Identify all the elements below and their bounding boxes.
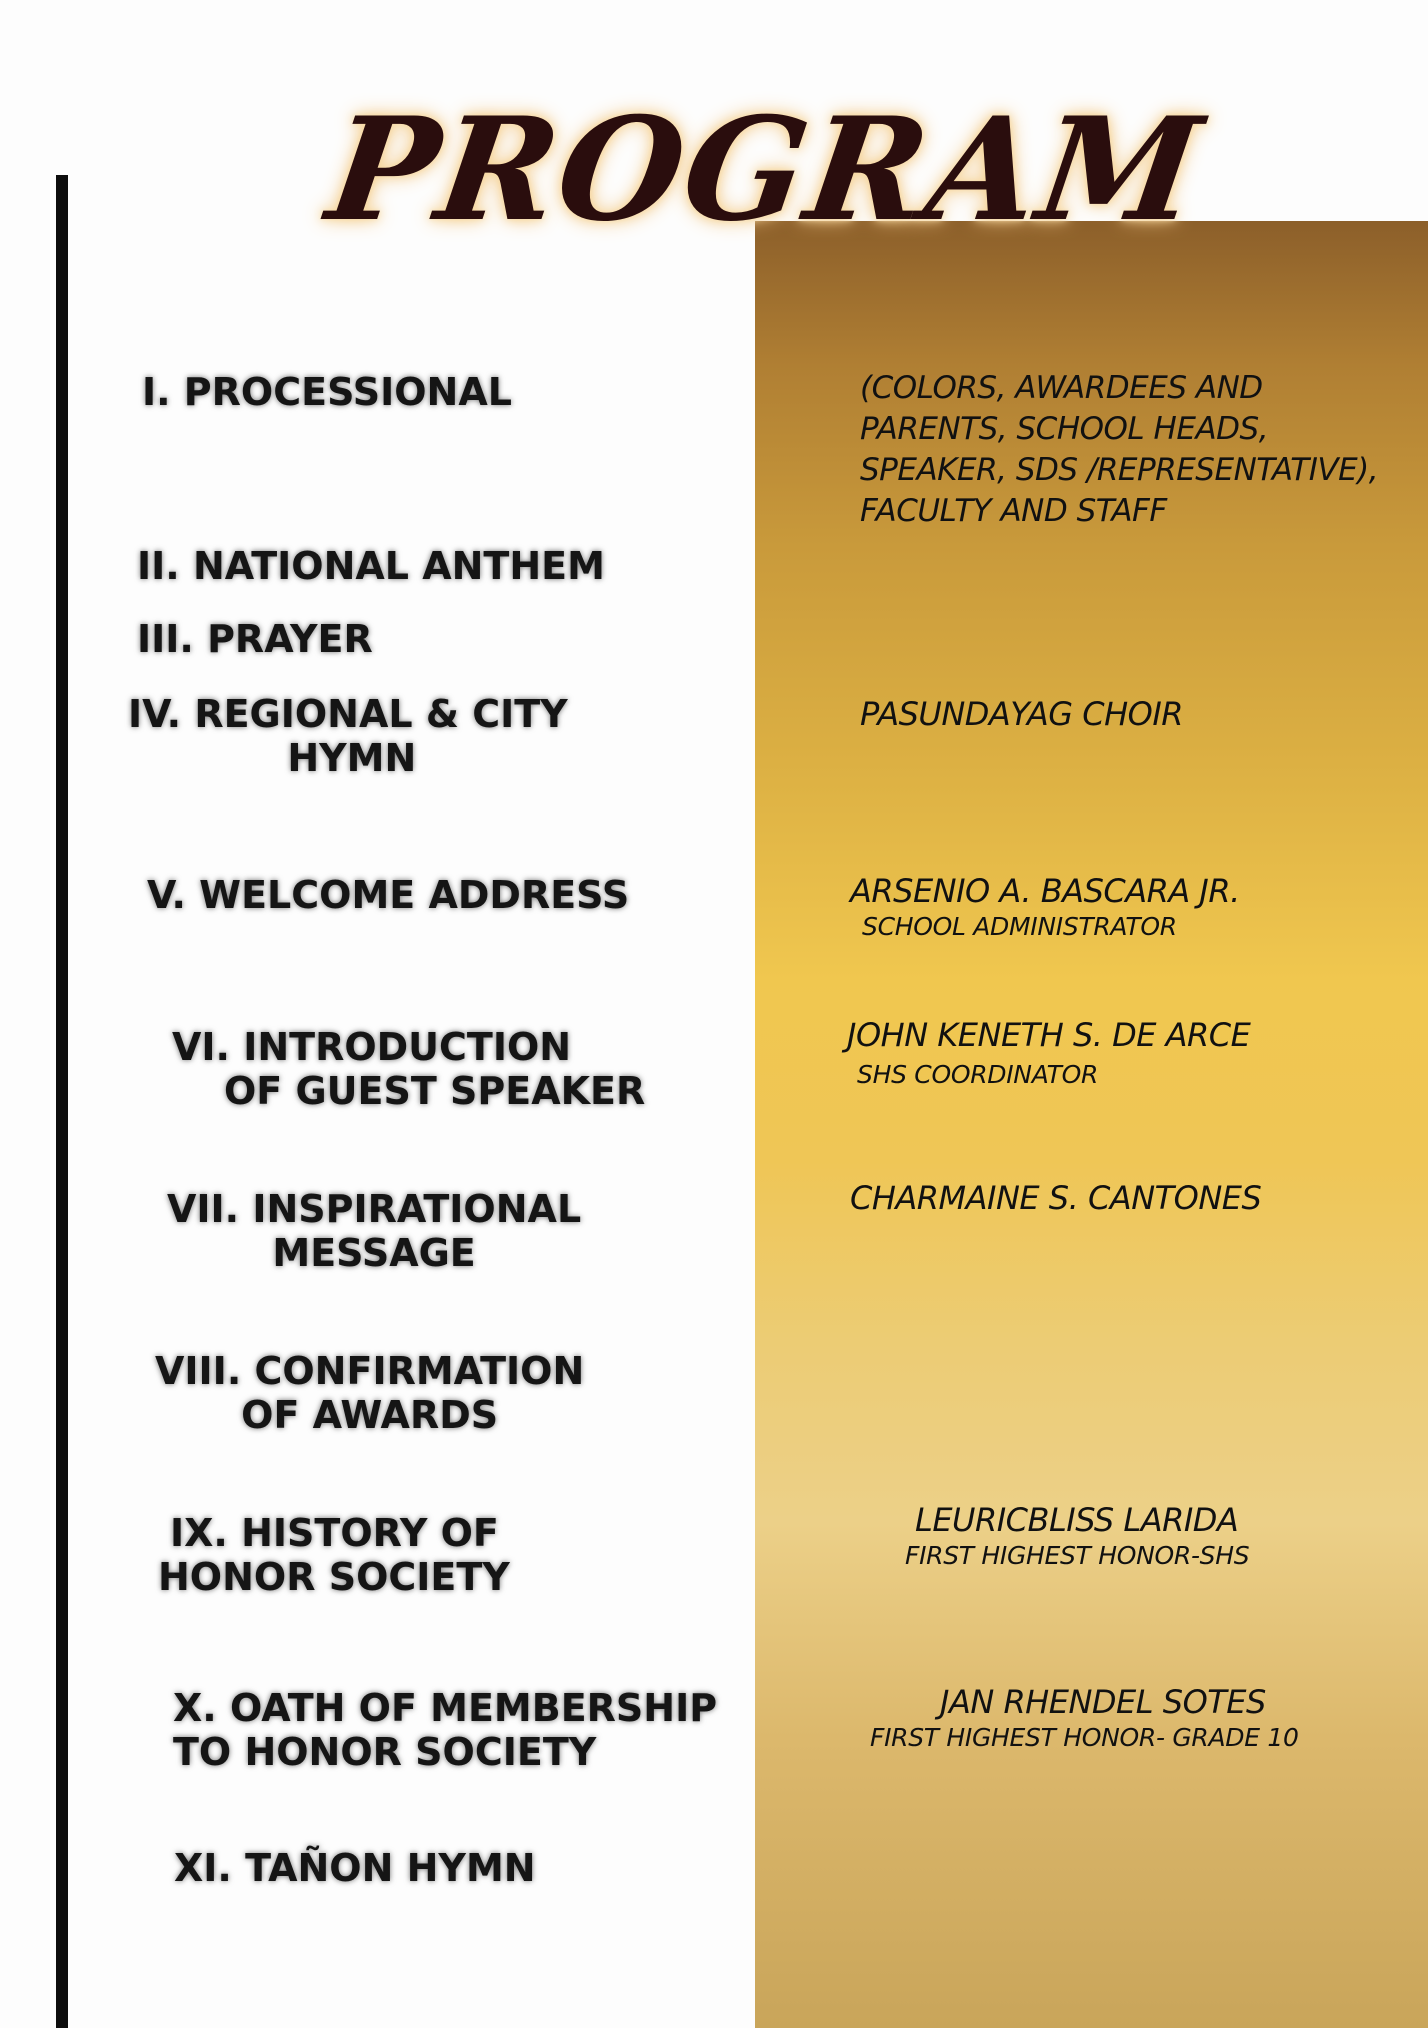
detail-name: PASUNDAYAG CHOIR: [860, 695, 1183, 733]
program-item-national-anthem: [137, 544, 605, 588]
detail-inspirational: [850, 1178, 1261, 1218]
program-item-line: HONOR SOCIETY: [158, 1555, 510, 1599]
detail-role: FIRST HIGHEST HONOR-SHS: [905, 1541, 1250, 1570]
detail-name: JAN RHENDEL SOTES: [940, 1683, 1266, 1721]
program-item-prayer: [137, 617, 373, 661]
detail-role: SHS COORDINATOR: [857, 1060, 1099, 1089]
program-item-oath-of-membership: [173, 1686, 717, 1774]
detail-name: CHARMAINE S. CANTONES: [850, 1179, 1262, 1217]
program-item-line: VII. INSPIRATIONAL: [167, 1187, 582, 1231]
program-item-line: IX. HISTORY OF: [170, 1511, 499, 1555]
program-item-line: OF AWARDS: [241, 1393, 499, 1437]
program-item-line: III. PRAYER: [137, 617, 373, 661]
program-item-line: XI. TAÑON HYMN: [174, 1846, 536, 1890]
detail-line: (COLORS, AWARDEES AND: [860, 370, 1263, 406]
detail-name: JOHN KENETH S. DE ARCE: [847, 1016, 1251, 1054]
program-item-line: HYMN: [287, 736, 417, 780]
detail-welcome: [850, 871, 1240, 943]
detail-history: [905, 1500, 1249, 1572]
detail-name: LEURICBLISS LARIDA: [915, 1501, 1239, 1539]
left-vertical-bar: [56, 175, 68, 2028]
program-item-line: MESSAGE: [272, 1231, 476, 1275]
program-item-line: TO HONOR SOCIETY: [173, 1730, 597, 1774]
program-item-line: V. WELCOME ADDRESS: [147, 873, 630, 917]
detail-role: SCHOOL ADMINISTRATOR: [862, 912, 1177, 941]
program-item-processional: [142, 370, 512, 414]
program-item-line: VIII. CONFIRMATION: [155, 1349, 585, 1393]
detail-role: FIRST HIGHEST HONOR- GRADE 10: [870, 1723, 1299, 1752]
detail-name: ARSENIO A. BASCARA JR.: [850, 872, 1240, 910]
program-item-line: X. OATH OF MEMBERSHIP: [173, 1686, 718, 1730]
program-item-line: I. PROCESSIONAL: [142, 370, 512, 414]
detail-hymn: [860, 694, 1183, 734]
detail-processional: [860, 368, 1378, 532]
program-item-line: VI. INTRODUCTION: [172, 1025, 572, 1069]
detail-line: SPEAKER, SDS /REPRESENTATIVE),: [860, 452, 1379, 488]
program-item-introduction: [172, 1025, 645, 1113]
program-item-line: IV. REGIONAL & CITY: [128, 692, 568, 736]
program-item-history-of-honor-society: [158, 1511, 510, 1599]
detail-line: FACULTY AND STAFF: [860, 493, 1167, 529]
program-item-line: II. NATIONAL ANTHEM: [137, 544, 605, 588]
detail-line: PARENTS, SCHOOL HEADS,: [860, 411, 1269, 447]
page-title: PROGRAM: [319, 87, 1212, 253]
detail-introduction: [847, 1015, 1250, 1091]
program-item-line: OF GUEST SPEAKER: [224, 1069, 646, 1113]
program-item-regional-city-hymn: [128, 692, 568, 780]
program-item-confirmation-of-awards: [155, 1349, 584, 1437]
detail-oath: [870, 1682, 1299, 1754]
program-item-inspirational-message: [167, 1187, 581, 1275]
program-item-welcome-address: [147, 873, 629, 917]
program-item-tanon-hymn: [174, 1846, 536, 1890]
